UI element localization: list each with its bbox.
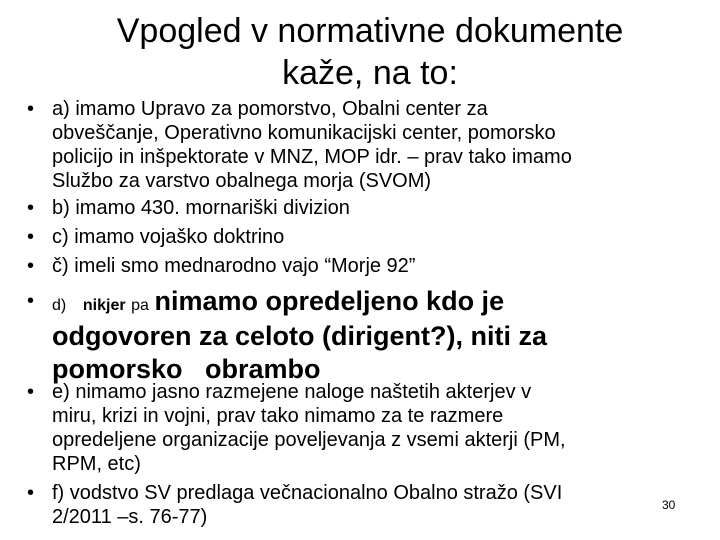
bullet-d-small-1: nikjer bbox=[82, 297, 126, 314]
bullet-dot: • bbox=[27, 226, 35, 248]
bullet-d-prefix: d) bbox=[52, 297, 67, 314]
bullet-c-text: c) imamo vojaško doktrino bbox=[52, 226, 285, 248]
bullet-f-text bbox=[52, 481, 692, 529]
bullet-b-text: b) imamo 430. mornariški divizion bbox=[52, 197, 350, 219]
title-line-1: Vpogled v normativne dokumente bbox=[116, 12, 624, 50]
bullet-d-line-1: nimamo opredeljeno kdo je bbox=[154, 286, 505, 316]
bullet-d-line-3: pomorsko obrambo bbox=[52, 354, 321, 384]
bullet-e-line-3: opredeljene organizacije poveljevanja z vsemi akterji (PM, bbox=[52, 429, 566, 451]
bullet-a-line-2: obveščanje, Operativno komunikacijski center, pomorsko bbox=[52, 122, 556, 144]
bullet-dot: • bbox=[27, 482, 35, 504]
bullet-e-line-2: miru, krizi in vojni, prav tako nimamo za te razmere bbox=[52, 405, 504, 427]
title-line-2: kaže, na to: bbox=[282, 54, 458, 92]
bullet-dot: • bbox=[27, 255, 35, 277]
bullet-d-small-2: pa bbox=[131, 297, 149, 314]
page-number: 30 bbox=[662, 498, 676, 512]
bullet-d-line-2: odgovoren za celoto (dirigent?), niti za bbox=[52, 321, 548, 351]
bullet-f-line-1: f) vodstvo SV predlaga večnacionalno Obalno stražo (SVI bbox=[52, 482, 563, 504]
bullet-dot: • bbox=[27, 197, 35, 219]
bullet-e-line-4: RPM, etc) bbox=[52, 453, 141, 475]
bullet-e-line-1: e) nimamo jasno razmejene naloge naštetih akterjev v bbox=[52, 381, 532, 403]
bullet-a-line-3: policijo in inšpektorate v MNZ, MOP idr. – prav tako imamo bbox=[52, 146, 572, 168]
bullet-e-text bbox=[52, 380, 692, 476]
bullet-a-line-4: Službo za varstvo obalnega morja (SVOM) bbox=[52, 170, 432, 192]
bullet-dot: • bbox=[27, 98, 35, 120]
bullet-dot: • bbox=[27, 381, 35, 403]
bullet-text bbox=[52, 97, 692, 193]
bullet-f-line-2: 2/2011 –s. 76-77) bbox=[52, 506, 208, 528]
bullet-d-text bbox=[52, 286, 692, 387]
bullet-a-line-1: a) imamo Upravo za pomorstvo, Obalni center za bbox=[52, 98, 488, 120]
bullet-cc-text: č) imeli smo mednarodno vajo “Morje 92” bbox=[52, 255, 416, 277]
bullet-dot: • bbox=[27, 290, 35, 312]
